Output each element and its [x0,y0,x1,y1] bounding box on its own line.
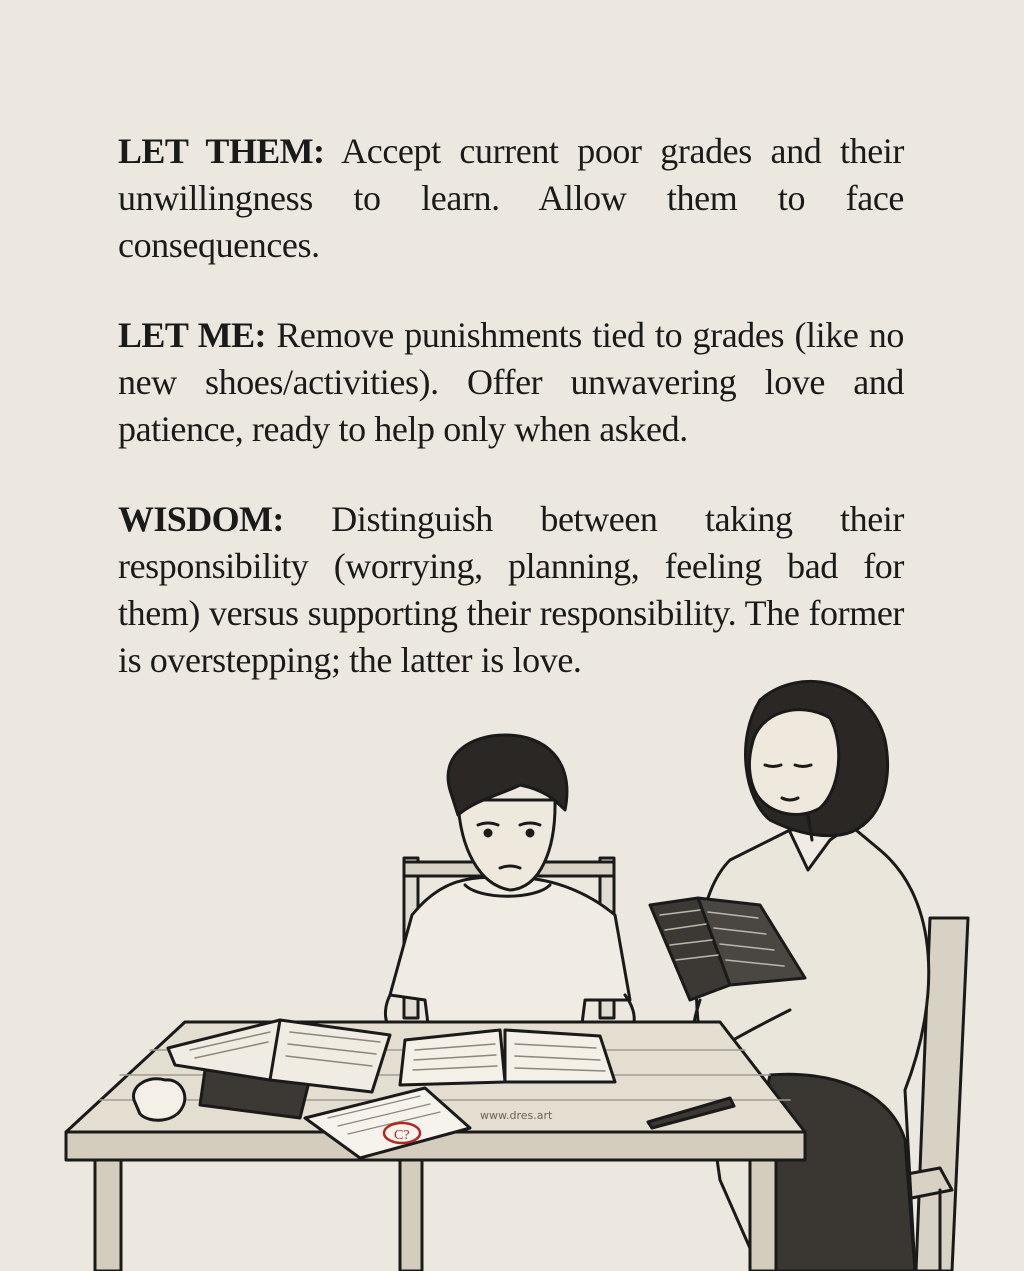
label-wisdom: WISDOM: [118,499,284,539]
open-notebook [400,1030,615,1085]
label-let-me: LET ME: [118,315,266,355]
text-wisdom: Distinguish between taking their responsibility (worrying, planning, feeling bad for them) versus supporting their responsibility. The former is overstepping; the latter is love. [118,499,904,680]
paragraph-wisdom [118,496,904,684]
illustration-parent-child-study [0,660,1024,1271]
text-let-them: Accept current poor grades and their unwillingness to learn. Allow them to face consequences. [118,131,905,265]
paragraph-let-them [118,128,904,269]
paragraph-let-me [118,312,904,453]
boy-figure [385,735,634,1050]
crumpled-paper [133,1079,184,1121]
label-let-them: LET THEM: [118,131,325,171]
text-block [118,128,904,727]
grade-mark: C? [394,1128,410,1143]
watermark: www.dres.art [480,1109,553,1122]
text-let-me: Remove punishments tied to grades (like no new shoes/activities). Offer unwavering love and patience, ready to help only when asked. [118,315,904,449]
